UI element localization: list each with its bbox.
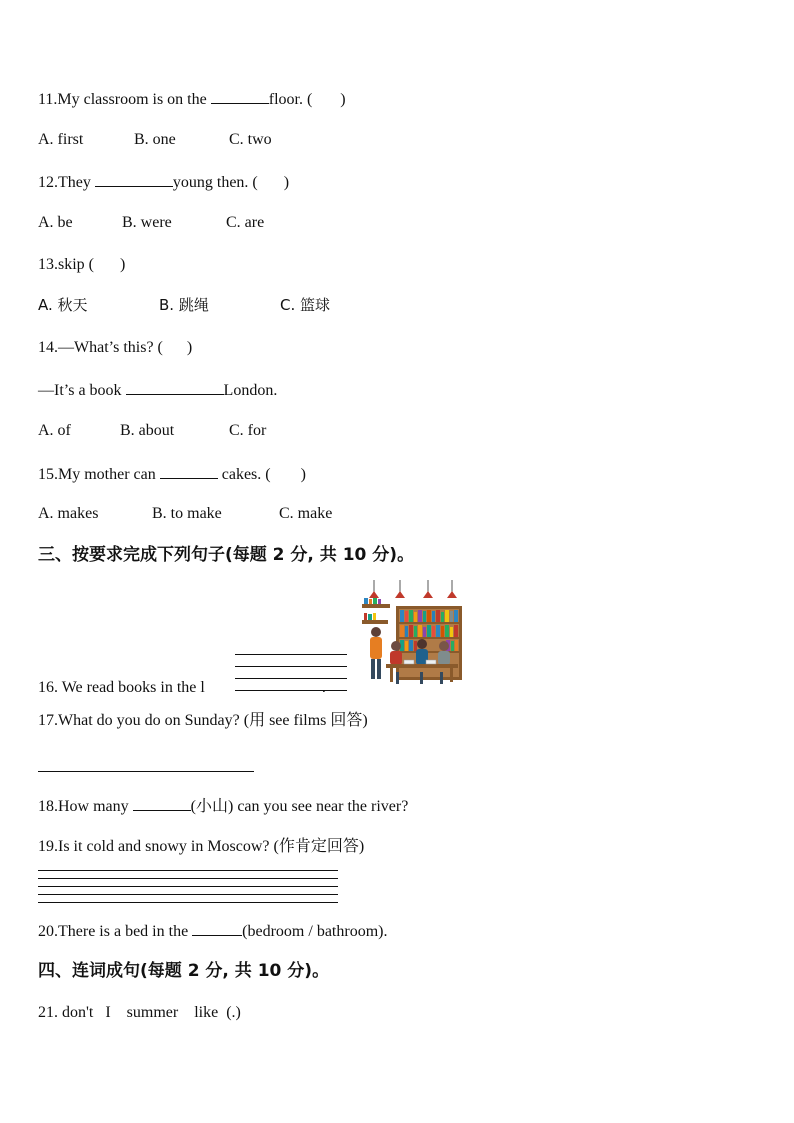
question-11 [38,88,346,110]
q15-stem-b: cakes. ( [217,466,271,483]
q16-end: . [321,679,326,696]
q20-text-a: 20.There is a bed in the [38,923,193,940]
q15-paren-close: ) [300,466,306,483]
q19-answer-line-1[interactable] [38,870,338,871]
question-17: 17.What do you do on Sunday? (用 see films 回答) [38,712,368,729]
q13-option-a[interactable]: A. 秋天 [38,296,88,314]
q11-stem-b: floor. ( [268,91,313,108]
q15-option-b[interactable]: B. to make [152,505,222,522]
question-15 [38,463,306,485]
question-20 [38,920,387,942]
q16-answer-line-2[interactable] [235,666,347,667]
q15-stem-a: 15.My mother can [38,466,160,483]
question-12 [38,171,289,193]
section-4-heading: 四、连词成句(每题 2 分, 共 10 分)。 [38,961,330,981]
q14-paren-close: ) [186,339,193,356]
q13-stem: 13.skip ( [38,256,94,273]
question-18 [38,795,408,817]
question-16 [38,678,326,698]
q15-option-a[interactable]: A. makes [38,505,99,522]
q19-answer-line-3[interactable] [38,886,338,887]
q18-text-b: (小山) can you see near the river? [190,798,409,815]
q12-option-a[interactable]: A. be [38,214,73,231]
q11-options [38,130,272,150]
q12-stem-a: 12.They [38,174,95,191]
q13-options [38,295,330,315]
q17-answer-line[interactable] [38,771,254,772]
q13-option-c[interactable]: C. 篮球 [280,296,331,314]
q19-answer-line-4[interactable] [38,894,338,895]
question-13 [38,255,125,275]
q20-blank[interactable] [192,920,242,936]
q19-answer-line-2[interactable] [38,878,338,879]
q12-option-b[interactable]: B. were [122,214,172,231]
q11-stem-a: 11.My classroom is on the [38,91,211,108]
q15-options [38,504,332,524]
q11-option-a[interactable]: A. first [38,131,84,148]
q14-answer-a: —It’s a book [38,382,126,399]
q18-text-a: 18.How many [38,798,133,815]
q14-answer-b: London. [223,382,278,399]
q14-option-a[interactable]: A. of [38,422,71,439]
q11-blank[interactable] [211,88,269,104]
section-3-heading: 三、按要求完成下列句子(每题 2 分, 共 10 分)。 [38,545,415,565]
q12-options [38,213,264,233]
q14-option-c[interactable]: C. for [229,422,267,439]
q12-stem-b: young then. ( [172,174,258,191]
q14-blank[interactable] [126,379,224,395]
question-19: 19.Is it cold and snowy in Moscow? (作肯定回答) [38,838,365,855]
q16-text: 16. We read books in the l [38,679,205,696]
q12-paren-close: ) [283,174,290,191]
q16-answer-line-1[interactable] [235,654,347,655]
q18-blank[interactable] [133,795,191,811]
q12-blank[interactable] [95,171,173,187]
q13-paren-close: ) [120,256,126,273]
q14-option-b[interactable]: B. about [120,422,175,439]
q13-option-b[interactable]: B. 跳绳 [159,296,209,314]
q11-option-c[interactable]: C. two [229,131,272,148]
q15-blank[interactable] [160,463,218,479]
q14-answer-line [38,379,277,401]
q11-option-b[interactable]: B. one [134,131,176,148]
q14-options [38,421,266,441]
q14-stem: 14.—What’s this? ( [38,339,163,356]
q19-answer-line-5[interactable] [38,902,338,903]
question-14 [38,338,192,358]
q15-option-c[interactable]: C. make [279,505,333,522]
q11-paren-close: ) [340,91,346,108]
question-21: 21. don't I summer like (.) [38,1004,241,1021]
library-illustration-icon [360,580,464,686]
q12-option-c[interactable]: C. are [226,214,265,231]
q20-text-b: (bedroom / bathroom). [242,923,388,940]
